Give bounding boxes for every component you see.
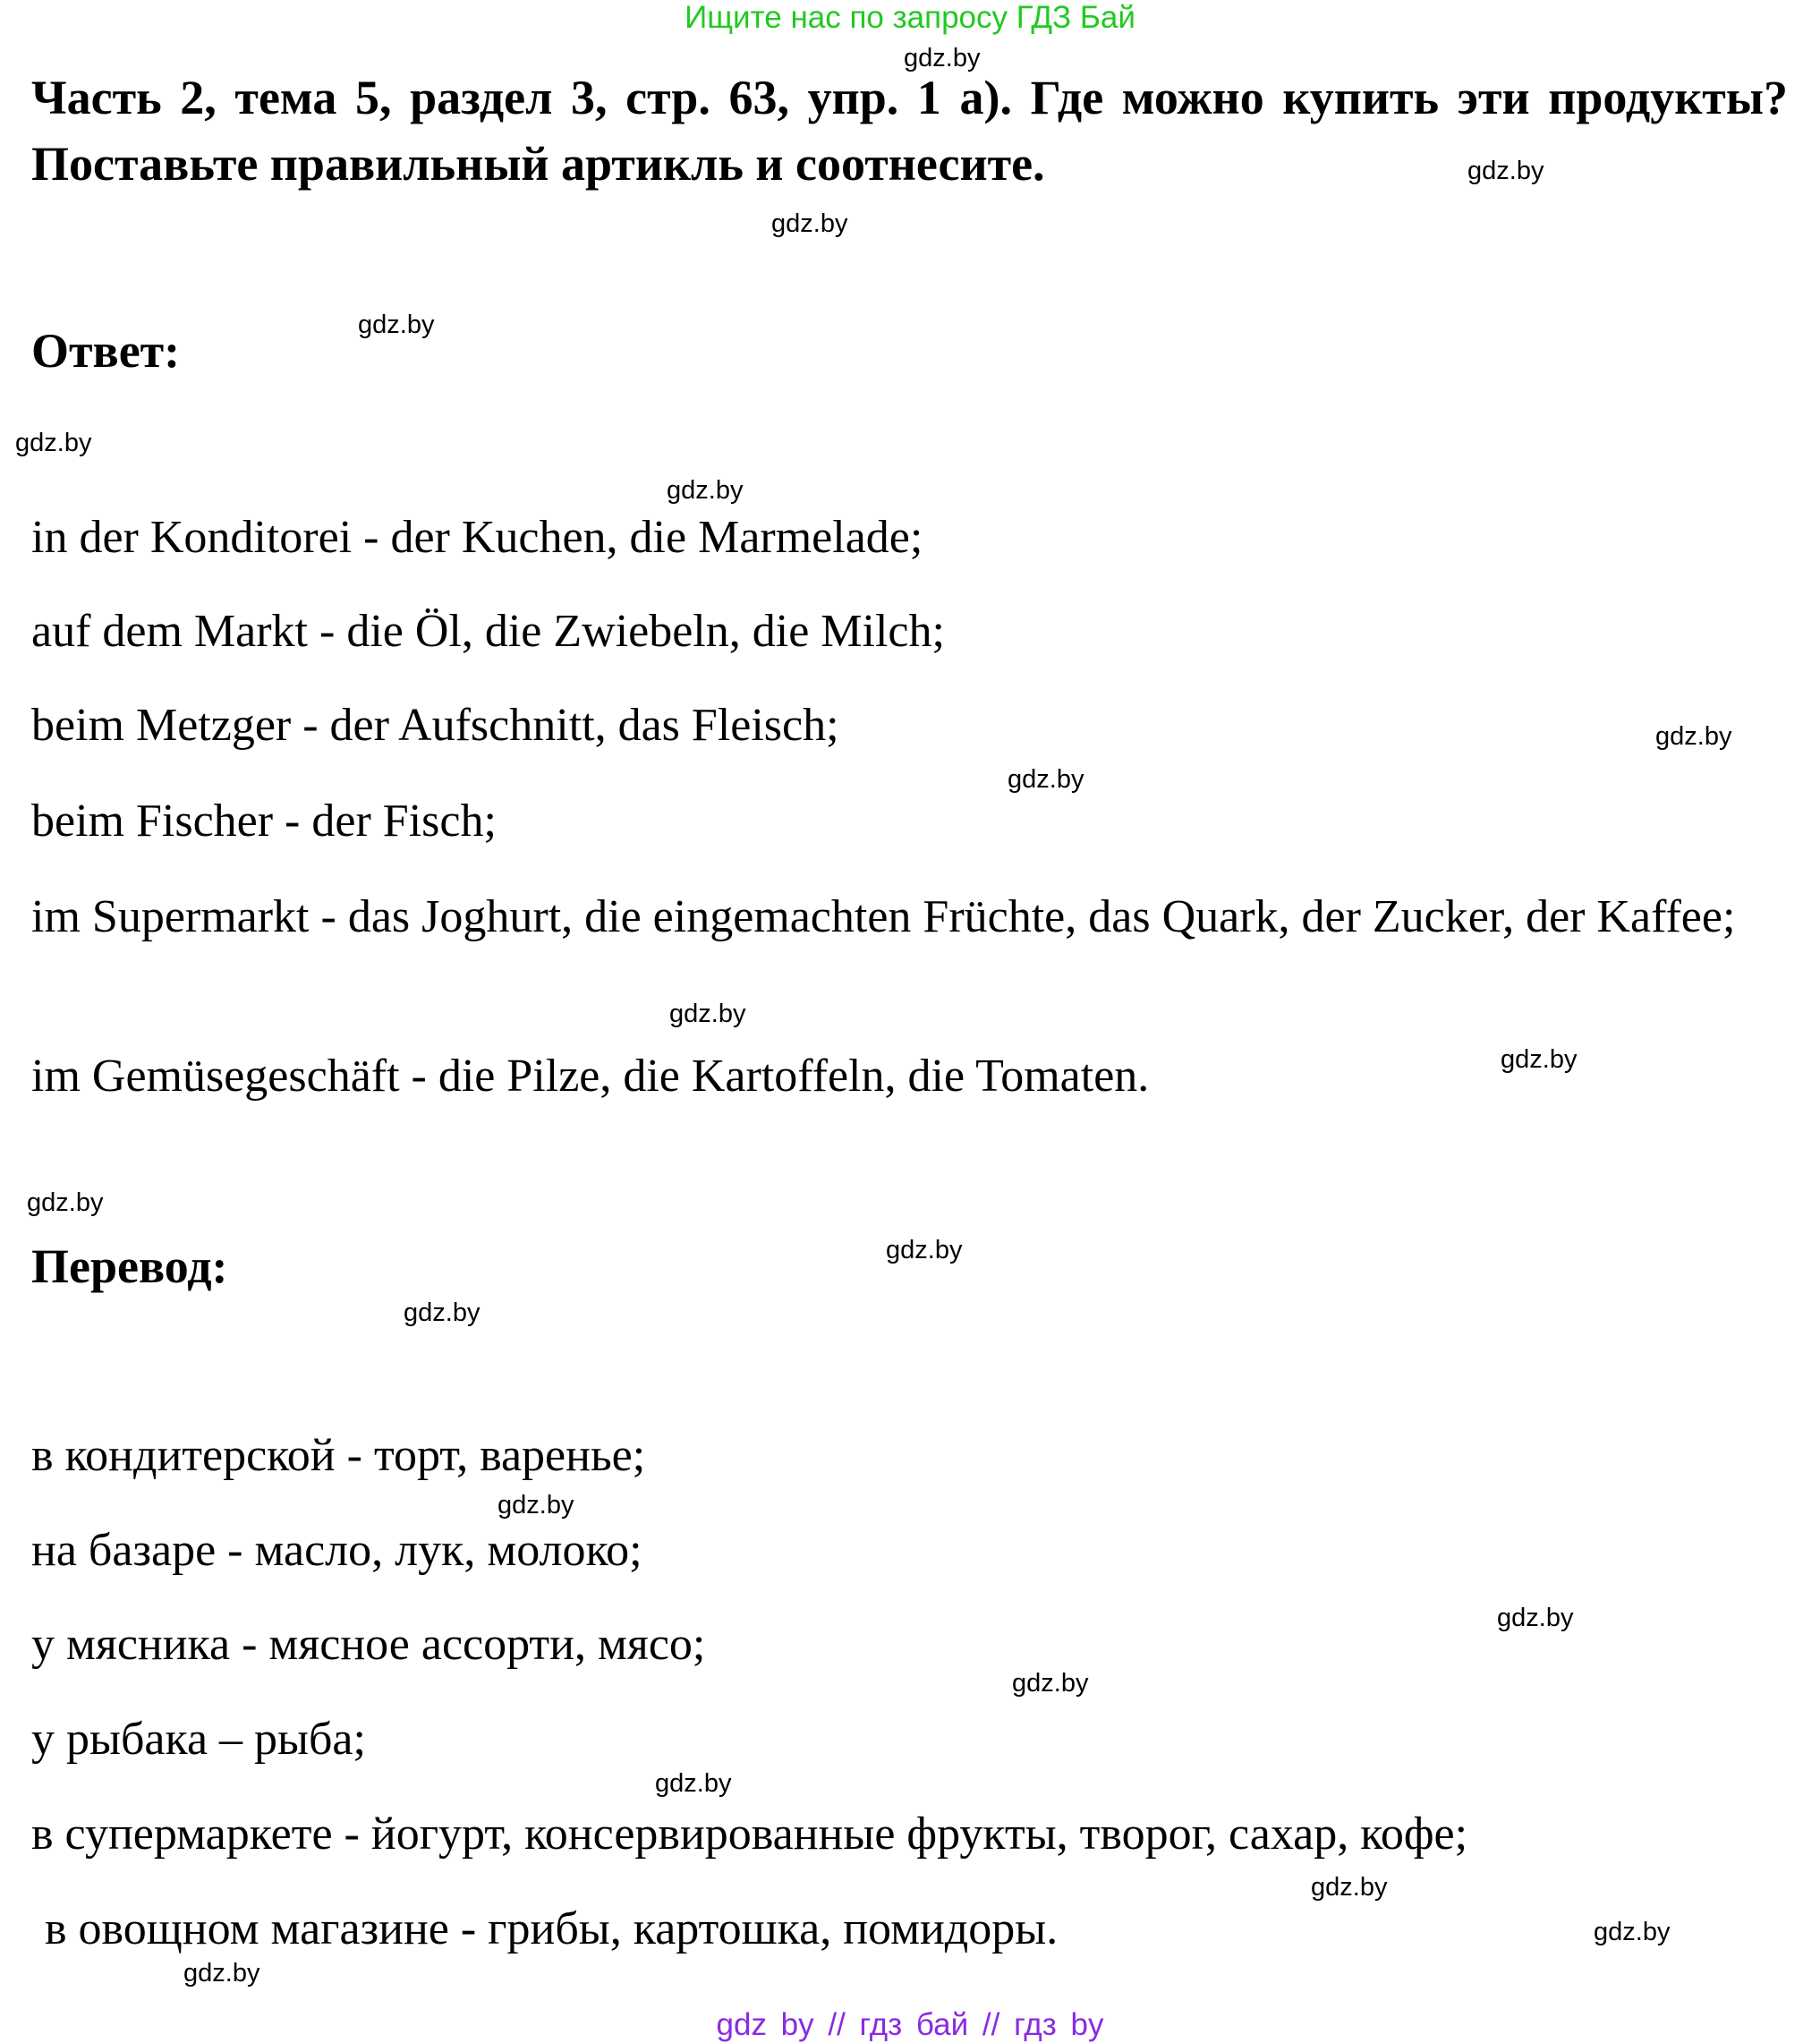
answer-line: beim Fischer - der Fisch; xyxy=(31,796,497,847)
watermark: gdz.by xyxy=(15,429,92,457)
watermark: gdz.by xyxy=(1467,157,1544,185)
watermark: gdz.by xyxy=(886,1236,963,1264)
watermark: gdz.by xyxy=(667,476,744,505)
watermark: gdz.by xyxy=(183,1959,260,1988)
translation-heading: Перевод: xyxy=(31,1239,228,1293)
translation-line: в супермаркете - йогурт, консервированные фрукты, творог, сахар, кофе; xyxy=(31,1809,1468,1860)
watermark: gdz.by xyxy=(1497,1604,1574,1632)
answer-line: beim Metzger - der Aufschnitt, das Fleisch; xyxy=(31,700,839,751)
exercise-title: Часть 2, тема 5, раздел 3, стр. 63, упр. 1 а). Где можно купить эти продукты? Поставьте правильный артикль и соотнесите. xyxy=(31,71,1788,191)
answer-line: in der Konditorei - der Kuchen, die Marmelade; xyxy=(31,512,923,563)
watermark: gdz.by xyxy=(655,1769,732,1798)
translation-line: в овощном магазине - грибы, картошка, помидоры. xyxy=(45,1903,1059,1954)
footer-link[interactable]: gdz by // гдз бай // гдз by xyxy=(716,2007,1104,2042)
watermark: gdz.by xyxy=(1311,1873,1388,1902)
watermark: gdz.by xyxy=(404,1298,481,1327)
answer-line: auf dem Markt - die Öl, die Zwiebeln, die Milch; xyxy=(31,606,945,657)
watermark: gdz.by xyxy=(27,1188,104,1217)
answer-line: im Supermarkt - das Joghurt, die eingemachten Früchte, das Quark, der Zucker, der Kaffee; xyxy=(31,891,1736,942)
translation-line: на базаре - масло, лук, молоко; xyxy=(31,1525,642,1576)
watermark: gdz.by xyxy=(904,44,981,72)
watermark: gdz.by xyxy=(498,1491,574,1519)
translation-line: у мясника - мясное ассорти, мясо; xyxy=(31,1619,706,1670)
answer-heading: Ответ: xyxy=(31,324,181,378)
watermark: gdz.by xyxy=(1008,765,1084,794)
answer-line: im Gemüsegeschäft - die Pilze, die Kartoffeln, die Tomaten. xyxy=(31,1051,1150,1102)
translation-line: в кондитерской - торт, варенье; xyxy=(31,1430,646,1481)
watermark: gdz.by xyxy=(669,1000,746,1028)
search-banner: Ищите нас по запросу ГДЗ Бай xyxy=(685,0,1135,35)
watermark: gdz.by xyxy=(358,311,435,339)
watermark: gdz.by xyxy=(1655,722,1732,751)
watermark: gdz.by xyxy=(1501,1045,1578,1074)
translation-line: у рыбака – рыба; xyxy=(31,1714,366,1765)
watermark: gdz.by xyxy=(1594,1918,1671,1946)
watermark: gdz.by xyxy=(1012,1669,1089,1698)
watermark: gdz.by xyxy=(771,209,848,238)
